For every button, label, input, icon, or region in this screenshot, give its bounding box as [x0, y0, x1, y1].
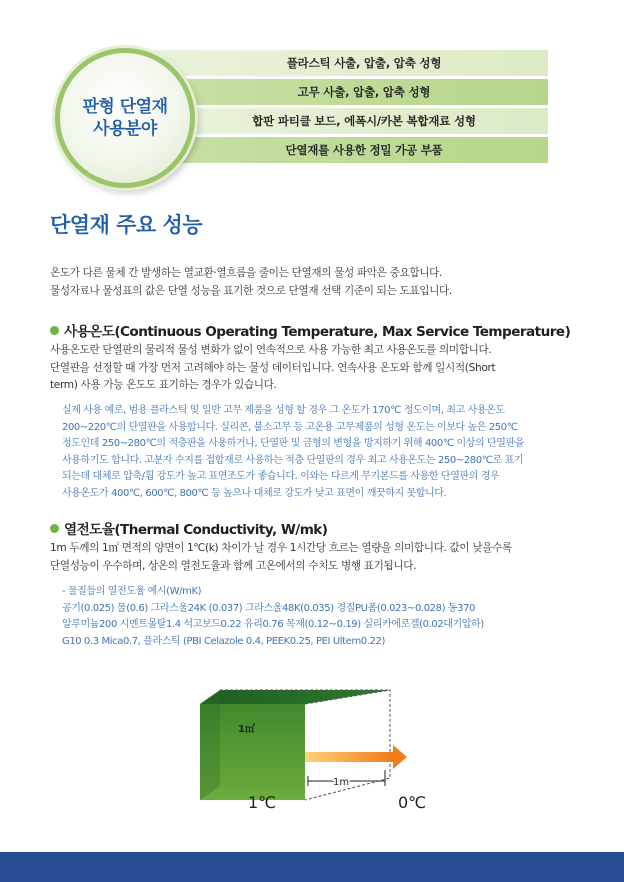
note-line: 사용하기도 합니다. 고분자 수지를 접합재로 사용하는 적층 단열판의 경우 최고 사용온도는 250~280℃로 표기 — [62, 454, 524, 466]
temperature-example-note — [62, 403, 562, 502]
slab-top-face — [200, 690, 390, 704]
badge-line-2: 사용분야 — [93, 119, 157, 139]
slab-right-face — [200, 690, 220, 800]
application-row-label: 합판 파티클 보드, 에폭시/카본 복합재료 성형 — [252, 114, 476, 128]
heat-arrow-head — [393, 745, 407, 769]
application-row-label: 플라스틱 사출, 압출, 압축 성형 — [286, 56, 442, 70]
application-row-label: 단열재를 사용한 정밀 가공 부품 — [285, 143, 443, 157]
body-line: 사용온도란 단열판의 물리적 물성 변화가 없이 연속적으로 사용 가능한 최고 사용온도를 의미합니다. — [50, 344, 492, 356]
note-line: 정도인데 250~280℃의 적층판을 사용하거나, 단열판 및 금형의 변형을 방지하기 위해 400℃ 이상의 단열판을 — [62, 438, 525, 449]
intro-paragraph — [50, 265, 560, 300]
note-line: 실제 사용 예로, 범용 플라스틱 및 일반 고무 제품을 성형 할 경우 그 온도가 170℃ 정도이며, 최고 사용온도 — [62, 405, 505, 416]
section-heading-temperature — [50, 320, 570, 340]
note-line: 200~220℃의 단열판을 사용합니다. 실리콘, 불소고무 등 고온용 고무제품의 성형 온도는 이보다 높은 250℃ — [62, 421, 518, 433]
application-badge — [55, 48, 195, 188]
bullet-icon — [50, 524, 59, 533]
application-row-label: 고무 사출, 압출, 압축 성형 — [297, 85, 431, 99]
note-line: 알루미늄200 시멘트몰탈1.4 석고보드0.22 유리0.76 목재(0.12~0.19) 실리카에로겔(0.02대기압하) — [62, 619, 484, 630]
body-line: term) 사용 가능 온도도 표기하는 경우가 있습니다. — [50, 379, 277, 391]
section-heading-conductivity — [50, 518, 327, 538]
heat-arrow-body — [305, 752, 393, 762]
body-line: 1m 두께의 1㎡ 면적의 양면이 1℃(k) 차이가 날 경우 1시간당 흐르는 열량을 의미합니다. 값이 낮을수록 — [50, 542, 512, 554]
conductivity-description — [50, 540, 560, 575]
cold-side-temperature: 0℃ — [398, 793, 427, 812]
page-title: 단열재 주요 성능 — [50, 213, 203, 237]
temperature-description — [50, 342, 560, 395]
section-heading-text: 사용온도(Continuous Operating Temperature, Max Service Temperature) — [64, 324, 571, 340]
note-line: G10 0.3 Mica0.7, 플라스틱 (PBI Celazole 0.4, PEEK0.25, PEI Ultem0.22) — [62, 635, 385, 647]
intro-line: 온도가 다른 물체 간 발생하는 열교환·열흐름을 줄이는 단열재의 물성 파악은 중요합니다. — [50, 267, 443, 279]
footer-bar — [0, 852, 624, 882]
note-line: 사용온도가 400℃, 600℃, 800℃ 등 높으나 대체로 강도가 낮고 표면이 깨끗하지 못합니다. — [62, 487, 447, 499]
application-row — [120, 50, 548, 76]
intro-line: 물성자료나 물성표의 값은 단열 성능을 표기한 것으로 단열재 선택 기준이 되는 도표입니다. — [50, 284, 452, 297]
area-label: 1㎡ — [238, 724, 255, 735]
badge-line-1: 판형 단열재 — [82, 97, 168, 117]
hot-side-temperature: 1℃ — [248, 793, 277, 812]
note-line: 되는데 대체로 압축/휨 강도가 높고 표면조도가 좋습니다. 이와는 다르게 무기본드를 사용한 단열판의 경우 — [62, 471, 500, 482]
thickness-label: 1m — [333, 777, 350, 788]
section-heading-text: 열전도율(Thermal Conductivity, W/mk) — [64, 522, 328, 538]
bullet-icon — [50, 326, 59, 335]
conductivity-example-note — [62, 584, 562, 650]
body-line: 단열성능이 우수하며, 상온의 열전도율과 함께 고온에서의 수치도 병행 표기됩니다. — [50, 559, 417, 572]
note-line: - 물질들의 열전도율 예시(W/mK) — [62, 586, 202, 597]
note-line: 공기(0.025) 물(0.6) 그라스울24K (0.037) 그라스울48K(0.035) 경질PU폼(0.023~0.028) 동370 — [62, 602, 476, 614]
body-line: 단열판을 선정할 때 가장 먼저 고려해야 하는 물성 데이터입니다. 연속사용 온도와 함께 일시적(Short — [50, 361, 496, 374]
heat-flow-diagram — [200, 682, 440, 812]
application-fields-banner — [0, 0, 624, 200]
